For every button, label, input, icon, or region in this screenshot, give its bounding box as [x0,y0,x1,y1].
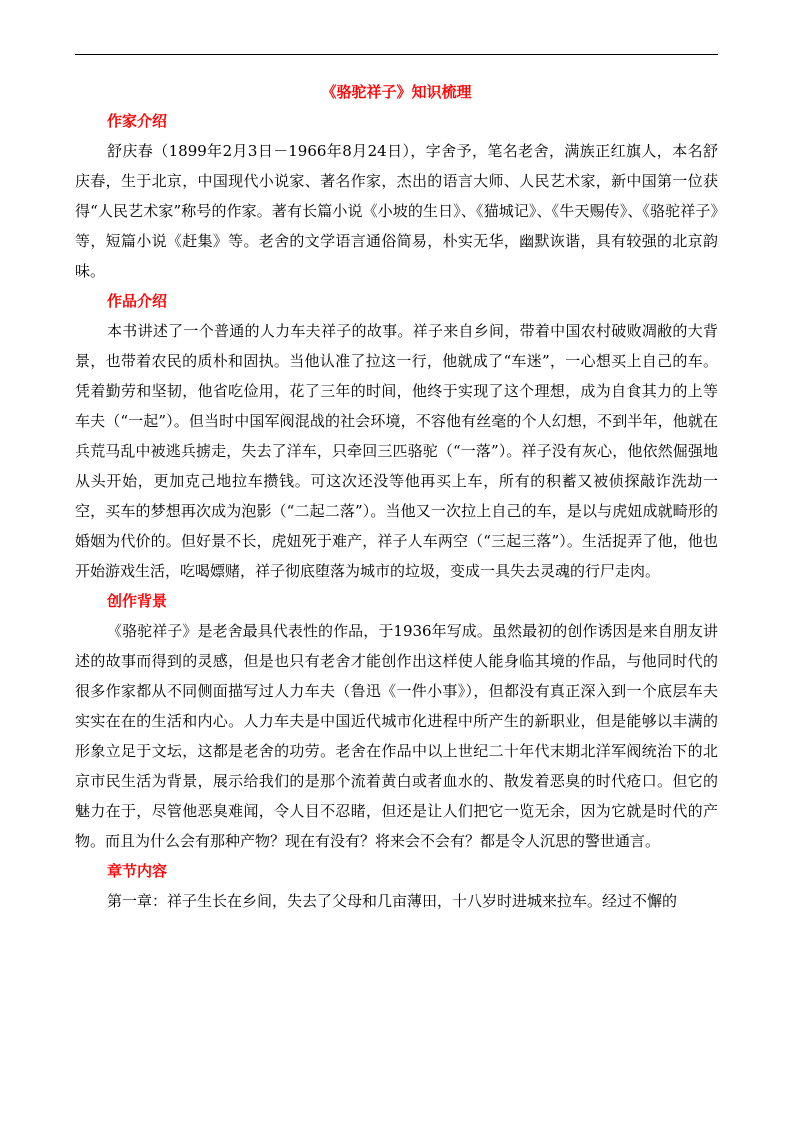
document-title: 《骆驼祥子》知识梳理 [321,83,472,101]
section-chapters [75,856,718,916]
section-heading-background: 创作背景 [107,592,168,610]
section-background [75,586,718,856]
paragraph: 第一章：祥子生长在乡间，失去了父母和几亩薄田，十八岁时进城来拉车。经过不懈的 [107,892,678,910]
paragraph: 本书讲述了一个普通的人力车夫祥子的故事。祥子来自乡间，带着中国农村破败凋敝的大背景，也带着农民的质朴和固执。当他认准了拉这一行，他就成了“车迷”，一心想买上自己的车。凭着勤劳和坚韧，他省吃俭用，花了三年的时间，他终于实现了这个理想，成为自食其力的上等车夫（“一起”）。但当时中国军阀混战的社会环境，不容他有丝毫的个人幻想，不到半年，他就在兵荒马乱中被逃兵掳走，失去了洋车，只牵回三匹骆驼（“一落”）。祥子没有灰心，他依然倔强地从头开始，更加克己地拉车攒钱。可这次还没等他再买上车，所有的积蓄又被侦探敲诈洗劫一空，买车的梦想再次成为泡影（“二起二落”）。当他又一次拉上自己的车，是以与虎妞成就畸形的婚姻为代价的。但好景不长，虎妞死于难产，祥子人车两空（“三起三落”）。生活捉弄了他，他也开始游戏生活，吃喝嫖赌，祥子彻底堕落为城市的垃圾，变成一具失去灵魂的行尸走肉。 [75,322,718,580]
paragraph: 舒庆春（1899年2月3日－1966年8月24日），字舍予，笔名老舍，满族正红旗人，本名舒庆春，生于北京，中国现代小说家、著名作家，杰出的语言大师、人民艺术家，新中国第一位获得“人民艺术家”称号的作家。著有长篇小说《小坡的生日》、《猫城记》、《牛天赐传》、《骆驼祥子》等，短篇小说《赶集》等。老舍的文学语言通俗简易，朴实无华，幽默诙谐，具有较强的北京韵味。 [75,142,718,280]
section-work [75,286,718,586]
section-heading-chapters: 章节内容 [107,862,168,880]
section-author [75,106,718,286]
header-rule [75,54,718,55]
paragraph: 《骆驼祥子》是老舍最具代表性的作品，于1936年写成。虽然最初的创作诱因是来自朋友讲述的故事而得到的灵感，但是也只有老舍才能创作出这样使人能身临其境的作品，与他同时代的很多作家都从不同侧面描写过人力车夫（鲁迅《一件小事》），但都没有真正深入到一个底层车夫实实在在的生活和内心。人力车夫是中国近代城市化进程中所产生的新职业，但是能够以丰满的形象立足于文坛，这都是老舍的功劳。老舍在作品中以上世纪二十年代末期北洋军阀统治下的北京市民生活为背景，展示给我们的是那个流着黄白或者血水的、散发着恶臭的时代疮口。但它的魅力在于，尽管他恶臭难闻，令人目不忍睹，但还是让人们把它一览无余，因为它就是时代的产物。而且为什么会有那种产物？现在有没有？将来会不会有？都是令人沉思的警世通言。 [75,622,718,850]
section-heading-author: 作家介绍 [107,112,168,130]
section-heading-work: 作品介绍 [107,292,168,310]
document-body [75,78,718,916]
